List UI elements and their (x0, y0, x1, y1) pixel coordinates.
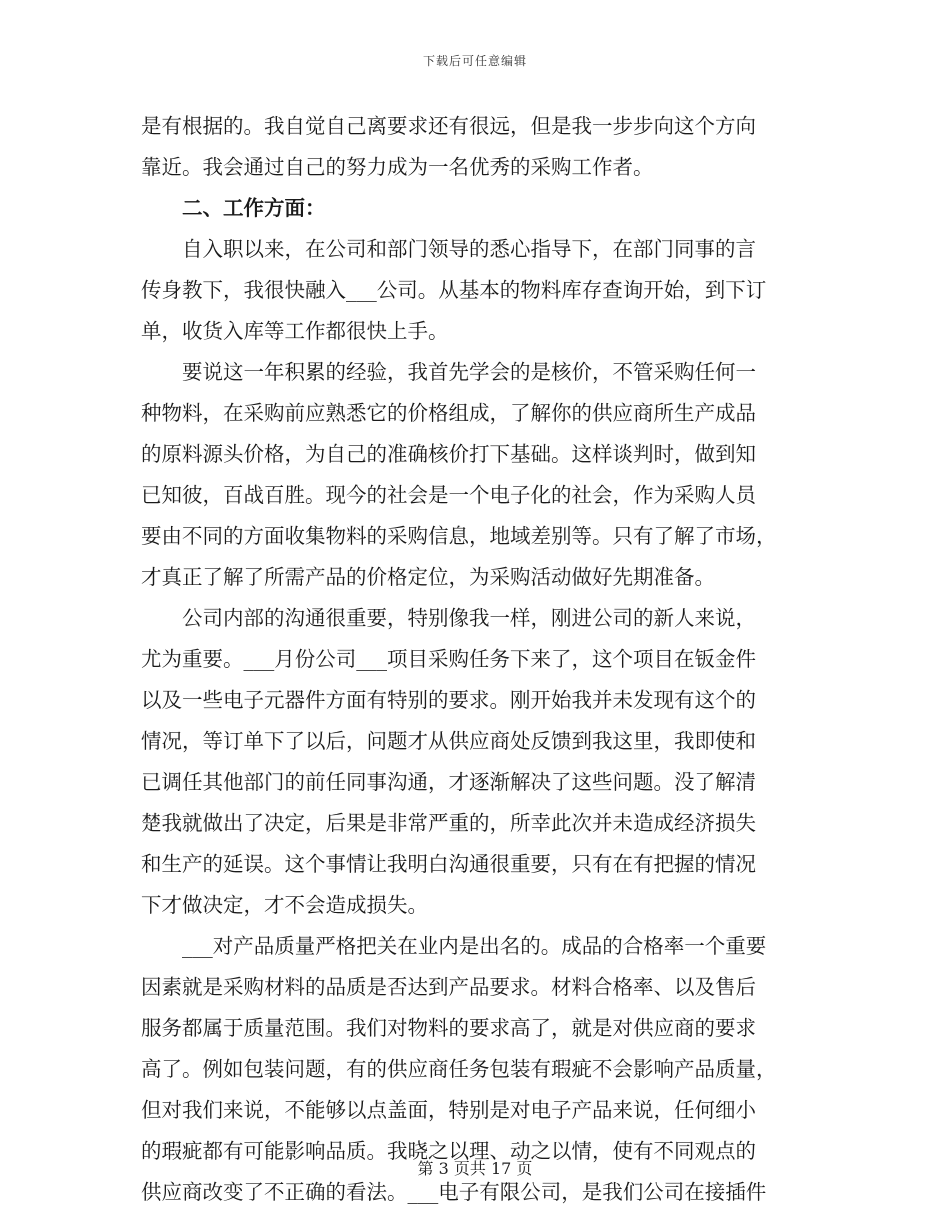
text-line: ___对产品质量严格把关在业内是出名的。成品的合格率一个重要 (141, 934, 767, 958)
text-line: 下才做决定，才不会造成损失。 (141, 893, 428, 917)
text-line: 种物料，在采购前应熟悉它的价格组成，了解你的供应商所生产成品 (141, 401, 756, 425)
text-line: 情况，等订单下了以后，问题才从供应商处反馈到我这里，我即使和 (141, 729, 756, 753)
text-line: 但对我们来说，不能够以点盖面，特别是对电子产品来说，任何细小 (141, 1098, 756, 1122)
text-line: 单，收货入库等工作都很快上手。 (141, 319, 449, 343)
text-line: 服务都属于质量范围。我们对物料的要求高了，就是对供应商的要求 (141, 1016, 756, 1040)
text-line: 因素就是采购材料的品质是否达到产品要求。材料合格率、以及售后 (141, 975, 756, 999)
text-line: 和生产的延误。这个事情让我明白沟通很重要，只有在有把握的情况 (141, 852, 756, 876)
text-line: 靠近。我会通过自己的努力成为一名优秀的采购工作者。 (141, 155, 654, 179)
document-body (141, 106, 811, 1213)
text-line: 已调任其他部门的前任同事沟通，才逐渐解决了这些问题。没了解清 (141, 770, 756, 794)
text-line: 供应商改变了不正确的看法。___电子有限公司，是我们公司在接插件 (141, 1180, 767, 1204)
text-line: 传身教下，我很快融入___公司。从基本的物料库存查询开始，到下订 (141, 278, 767, 302)
section-heading: 二、工作方面： (141, 196, 326, 220)
text-line: 的瑕疵都有可能影响品质。我晓之以理、动之以情，使有不同观点的 (141, 1139, 756, 1163)
text-line: 公司内部的沟通很重要，特别像我一样，刚进公司的新人来说， (141, 606, 756, 630)
text-line: 要由不同的方面收集物料的采购信息，地域差别等。只有了解了市场， (141, 524, 777, 548)
text-line: 自入职以来，在公司和部门领导的悉心指导下，在部门同事的言 (141, 237, 756, 261)
text-line: 高了。例如包装问题，有的供应商任务包装有瑕疵不会影响产品质量， (141, 1057, 777, 1081)
text-line: 以及一些电子元器件方面有特别的要求。刚开始我并未发现有这个的 (141, 688, 756, 712)
text-line: 已知彼，百战百胜。现今的社会是一个电子化的社会，作为采购人员 (141, 483, 756, 507)
page-number: 第 3 页共 17 页 (417, 1159, 533, 1178)
text-line: 才真正了解了所需产品的价格定位，为采购活动做好先期准备。 (141, 565, 715, 589)
text-line: 要说这一年积累的经验，我首先学会的是核价，不管采购任何一 (141, 360, 756, 384)
page-header: 下载后可任意编辑 (422, 54, 527, 68)
text-line: 楚我就做出了决定，后果是非常严重的，所幸此次并未造成经济损失 (141, 811, 756, 835)
text-line: 的原料源头价格，为自己的准确核价打下基础。这样谈判时，做到知 (141, 442, 756, 466)
text-line: 尤为重要。___月份公司___项目采购任务下来了，这个项目在钣金件 (141, 647, 756, 671)
text-line: 是有根据的。我自觉自己离要求还有很远，但是我一步步向这个方向 (141, 114, 756, 138)
